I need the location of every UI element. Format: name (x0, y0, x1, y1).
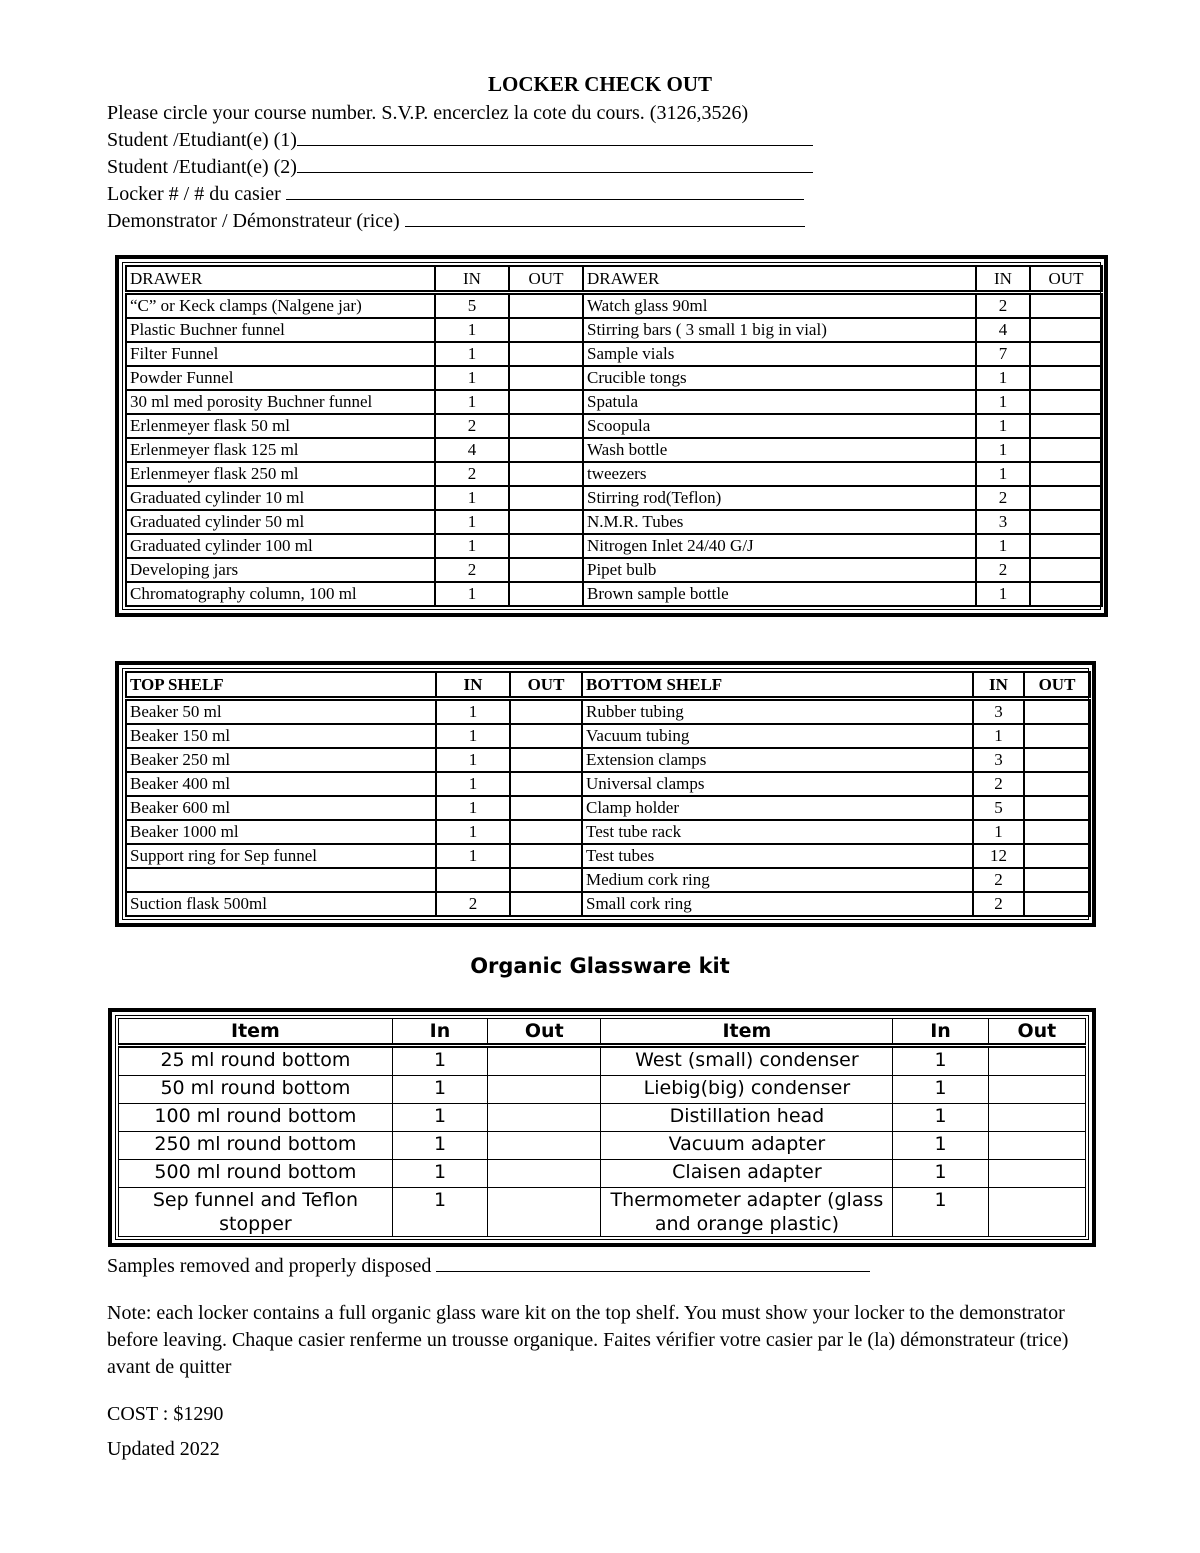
drawer-item-cell: Brown sample bottle (583, 582, 976, 606)
shelf-out-cell[interactable] (510, 748, 582, 772)
cost-text: COST : $1290 (107, 1403, 224, 1425)
drawer-item-cell: Wash bottle (583, 438, 976, 462)
locker-line (107, 181, 813, 208)
drawer-item-cell: N.M.R. Tubes (583, 510, 976, 534)
drawer-row (126, 414, 1102, 438)
kit-out-cell[interactable] (988, 1132, 1085, 1160)
drawer-table-frame (115, 255, 1108, 617)
kit-row (119, 1132, 1086, 1160)
shelf-in-cell: 1 (973, 820, 1024, 844)
drawer-item-cell: tweezers (583, 462, 976, 486)
drawer-in-cell: 5 (435, 293, 509, 319)
drawer-row (126, 366, 1102, 390)
shelf-in-cell: 3 (973, 699, 1024, 725)
drawer-row (126, 510, 1102, 534)
drawer-row (126, 486, 1102, 510)
drawer-out-cell[interactable] (509, 293, 583, 319)
demonstrator-label: Demonstrator / Démonstrateur (rice) (107, 210, 400, 232)
drawer-item-cell: 30 ml med porosity Buchner funnel (126, 390, 435, 414)
kit-in-cell: 1 (893, 1104, 988, 1132)
drawer-item-cell: Powder Funnel (126, 366, 435, 390)
drawer-item-cell: Watch glass 90ml (583, 293, 976, 319)
drawer-in-cell: 2 (976, 293, 1030, 319)
kit-header-cell: Item (119, 1019, 393, 1046)
kit-in-cell: Liebig(big) condenser (601, 1076, 893, 1104)
kit-in-cell: 100 ml round bottom (119, 1104, 393, 1132)
kit-in-cell: 1 (392, 1188, 487, 1237)
drawer-out-cell[interactable] (1030, 366, 1102, 390)
drawer-in-cell: 1 (976, 390, 1030, 414)
drawer-in-cell: 1 (435, 366, 509, 390)
drawer-in-cell: 1 (976, 414, 1030, 438)
shelf-item-cell: Clamp holder (582, 796, 973, 820)
kit-in-cell: 1 (893, 1188, 988, 1237)
drawer-item-cell: Sample vials (583, 342, 976, 366)
note-text: Note: each locker contains a full organic glass ware kit on the top shelf. You must show your locker to the demonstrator before leaving. Chaque casier renferme un trousse organique. Faites vérifier votre casier par le (la) démonstrateur (trice) avant de quitter (107, 1302, 1069, 1378)
drawer-in-cell: 1 (435, 534, 509, 558)
header-fields (107, 100, 813, 235)
shelf-out-cell[interactable] (510, 699, 582, 725)
shelf-out-cell[interactable] (1024, 772, 1090, 796)
shelf-out-cell[interactable] (1024, 796, 1090, 820)
shelf-table (125, 671, 1091, 917)
kit-row (119, 1160, 1086, 1188)
shelf-out-cell[interactable] (510, 844, 582, 868)
drawer-item-cell: Stirring rod(Teflon) (583, 486, 976, 510)
shelf-in-cell: 1 (436, 748, 510, 772)
shelf-header-cell: OUT (1024, 672, 1090, 699)
kit-out-cell[interactable] (488, 1046, 601, 1076)
shelf-item-cell: Beaker 1000 ml (126, 820, 436, 844)
kit-header-cell: Item (601, 1019, 893, 1046)
kit-out-cell[interactable] (988, 1076, 1085, 1104)
student2-label: Student /Etudiant(e) (2) (107, 156, 297, 178)
drawer-item-cell: Erlenmeyer flask 125 ml (126, 438, 435, 462)
drawer-in-cell: 2 (435, 462, 509, 486)
drawer-out-cell[interactable] (509, 534, 583, 558)
kit-header-cell: In (893, 1019, 988, 1046)
shelf-row (126, 868, 1090, 892)
drawer-in-cell: 2 (435, 558, 509, 582)
drawer-row (126, 558, 1102, 582)
course-instruction: Please circle your course number. S.V.P. encerclez la cote du cours. (3126,3526) (107, 102, 749, 124)
kit-header-cell: Out (488, 1019, 601, 1046)
document-title: LOCKER CHECK OUT (487, 72, 713, 96)
shelf-item-cell (126, 868, 436, 892)
drawer-item-cell: Filter Funnel (126, 342, 435, 366)
kit-in-cell: 50 ml round bottom (119, 1076, 393, 1104)
drawer-out-cell[interactable] (1030, 342, 1102, 366)
shelf-row (126, 844, 1090, 868)
locker-label: Locker # / # du casier (107, 183, 281, 205)
kit-out-cell[interactable] (488, 1076, 601, 1104)
kit-table (118, 1018, 1086, 1237)
drawer-row (126, 534, 1102, 558)
drawer-in-cell: 3 (976, 510, 1030, 534)
drawer-item-cell: Spatula (583, 390, 976, 414)
drawer-header-cell: IN (976, 266, 1030, 293)
shelf-item-cell: Test tubes (582, 844, 973, 868)
drawer-in-cell: 1 (435, 582, 509, 606)
student1-blank[interactable] (297, 127, 813, 146)
kit-in-cell: 25 ml round bottom (119, 1046, 393, 1076)
drawer-row (126, 582, 1102, 606)
drawer-item-cell: Nitrogen Inlet 24/40 G/J (583, 534, 976, 558)
kit-in-cell: Thermometer adapter (glass and orange plastic) (601, 1188, 893, 1237)
drawer-out-cell[interactable] (509, 342, 583, 366)
kit-out-cell[interactable] (488, 1160, 601, 1188)
kit-in-cell: Distillation head (601, 1104, 893, 1132)
shelf-in-cell: 2 (973, 868, 1024, 892)
shelf-out-cell[interactable] (510, 820, 582, 844)
drawer-item-cell: Graduated cylinder 10 ml (126, 486, 435, 510)
drawer-out-cell[interactable] (509, 390, 583, 414)
drawer-row (126, 318, 1102, 342)
kit-in-cell: 250 ml round bottom (119, 1132, 393, 1160)
updated-text: Updated 2022 (107, 1438, 220, 1460)
drawer-in-cell: 1 (976, 438, 1030, 462)
drawer-out-cell[interactable] (1030, 462, 1102, 486)
shelf-in-cell (436, 868, 510, 892)
drawer-out-cell[interactable] (509, 486, 583, 510)
shelf-row (126, 748, 1090, 772)
shelf-item-cell: Beaker 50 ml (126, 699, 436, 725)
shelf-in-cell: 5 (973, 796, 1024, 820)
drawer-in-cell: 1 (976, 366, 1030, 390)
kit-header-cell: Out (988, 1019, 1085, 1046)
kit-in-cell: 1 (392, 1046, 487, 1076)
drawer-header-cell: OUT (509, 266, 583, 293)
shelf-in-cell: 1 (436, 724, 510, 748)
drawer-out-cell[interactable] (509, 510, 583, 534)
kit-row (119, 1104, 1086, 1132)
drawer-out-cell[interactable] (1030, 438, 1102, 462)
drawer-out-cell[interactable] (1030, 558, 1102, 582)
drawer-item-cell: Graduated cylinder 100 ml (126, 534, 435, 558)
drawer-item-cell: Erlenmeyer flask 50 ml (126, 414, 435, 438)
shelf-item-cell: Universal clamps (582, 772, 973, 796)
drawer-row (126, 293, 1102, 319)
drawer-item-cell: Erlenmeyer flask 250 ml (126, 462, 435, 486)
drawer-out-cell[interactable] (509, 582, 583, 606)
shelf-header-cell: BOTTOM SHELF (582, 672, 973, 699)
kit-in-cell: Sep funnel and Teflon stopper (119, 1188, 393, 1237)
drawer-in-cell: 7 (976, 342, 1030, 366)
drawer-in-cell: 1 (435, 486, 509, 510)
kit-in-cell: 1 (392, 1132, 487, 1160)
drawer-in-cell: 2 (976, 558, 1030, 582)
drawer-header-cell: DRAWER (126, 266, 435, 293)
drawer-item-cell: Developing jars (126, 558, 435, 582)
drawer-out-cell[interactable] (1030, 510, 1102, 534)
kit-out-cell[interactable] (988, 1104, 1085, 1132)
kit-in-cell: 1 (392, 1076, 487, 1104)
kit-in-cell: Vacuum adapter (601, 1132, 893, 1160)
shelf-in-cell: 1 (973, 724, 1024, 748)
drawer-item-cell: Plastic Buchner funnel (126, 318, 435, 342)
drawer-in-cell: 4 (976, 318, 1030, 342)
kit-in-cell: West (small) condenser (601, 1046, 893, 1076)
shelf-item-cell: Medium cork ring (582, 868, 973, 892)
drawer-item-cell: “C” or Keck clamps (Nalgene jar) (126, 293, 435, 319)
shelf-row (126, 892, 1090, 916)
drawer-row (126, 390, 1102, 414)
drawer-row (126, 438, 1102, 462)
shelf-item-cell: Rubber tubing (582, 699, 973, 725)
drawer-item-cell: Crucible tongs (583, 366, 976, 390)
kit-out-cell[interactable] (488, 1132, 601, 1160)
drawer-out-cell[interactable] (1030, 486, 1102, 510)
shelf-row (126, 724, 1090, 748)
shelf-out-cell[interactable] (510, 892, 582, 916)
drawer-in-cell: 1 (435, 390, 509, 414)
kit-in-cell: 1 (893, 1160, 988, 1188)
drawer-in-cell: 1 (976, 534, 1030, 558)
drawer-item-cell: Chromatography column, 100 ml (126, 582, 435, 606)
drawer-out-cell[interactable] (509, 366, 583, 390)
shelf-out-cell[interactable] (510, 724, 582, 748)
drawer-row (126, 462, 1102, 486)
shelf-out-cell[interactable] (1024, 724, 1090, 748)
kit-title: Organic Glassware kit (470, 954, 730, 978)
demonstrator-line (107, 208, 813, 235)
shelf-out-cell[interactable] (510, 772, 582, 796)
drawer-out-cell[interactable] (509, 438, 583, 462)
kit-in-cell: 1 (392, 1104, 487, 1132)
kit-header-cell: In (392, 1019, 487, 1046)
drawer-in-cell: 2 (976, 486, 1030, 510)
drawer-in-cell: 4 (435, 438, 509, 462)
shelf-row (126, 699, 1090, 725)
drawer-in-cell: 1 (976, 582, 1030, 606)
kit-in-cell: 500 ml round bottom (119, 1160, 393, 1188)
kit-in-cell: Claisen adapter (601, 1160, 893, 1188)
kit-row (119, 1076, 1086, 1104)
shelf-in-cell: 1 (436, 820, 510, 844)
samples-label: Samples removed and properly disposed (107, 1255, 432, 1277)
shelf-in-cell: 1 (436, 844, 510, 868)
shelf-item-cell: Beaker 600 ml (126, 796, 436, 820)
shelf-in-cell: 2 (436, 892, 510, 916)
kit-in-cell: 1 (392, 1160, 487, 1188)
shelf-out-cell[interactable] (1024, 844, 1090, 868)
shelf-header-row (126, 672, 1090, 699)
shelf-in-cell: 1 (436, 699, 510, 725)
student2-blank[interactable] (297, 154, 813, 173)
drawer-in-cell: 1 (435, 510, 509, 534)
drawer-header-cell: IN (435, 266, 509, 293)
shelf-out-cell[interactable] (1024, 699, 1090, 725)
shelf-row (126, 820, 1090, 844)
drawer-table (125, 265, 1103, 607)
student2-line (107, 154, 813, 181)
drawer-out-cell[interactable] (1030, 390, 1102, 414)
shelf-item-cell: Beaker 150 ml (126, 724, 436, 748)
shelf-out-cell[interactable] (510, 796, 582, 820)
shelf-item-cell: Beaker 250 ml (126, 748, 436, 772)
shelf-in-cell: 2 (973, 772, 1024, 796)
kit-in-cell: 1 (893, 1132, 988, 1160)
kit-row (119, 1188, 1086, 1237)
drawer-out-cell[interactable] (1030, 534, 1102, 558)
kit-out-cell[interactable] (488, 1188, 601, 1237)
drawer-in-cell: 1 (976, 462, 1030, 486)
shelf-table-frame (115, 661, 1096, 927)
kit-out-cell[interactable] (988, 1046, 1085, 1076)
footer (107, 1253, 1097, 1463)
drawer-out-cell[interactable] (509, 462, 583, 486)
student1-label: Student /Etudiant(e) (1) (107, 129, 297, 151)
drawer-in-cell: 1 (435, 342, 509, 366)
kit-out-cell[interactable] (988, 1160, 1085, 1188)
shelf-row (126, 796, 1090, 820)
kit-row (119, 1046, 1086, 1076)
shelf-row (126, 772, 1090, 796)
drawer-out-cell[interactable] (1030, 318, 1102, 342)
drawer-item-cell: Stirring bars ( 3 small 1 big in vial) (583, 318, 976, 342)
shelf-out-cell[interactable] (1024, 892, 1090, 916)
kit-in-cell: 1 (893, 1046, 988, 1076)
locker-blank[interactable] (286, 181, 804, 200)
kit-table-frame (108, 1008, 1096, 1247)
shelf-in-cell: 1 (436, 772, 510, 796)
shelf-item-cell: Small cork ring (582, 892, 973, 916)
drawer-row (126, 342, 1102, 366)
demonstrator-blank[interactable] (405, 208, 805, 227)
shelf-in-cell: 3 (973, 748, 1024, 772)
shelf-item-cell: Vacuum tubing (582, 724, 973, 748)
drawer-item-cell: Graduated cylinder 50 ml (126, 510, 435, 534)
samples-line (107, 1253, 1097, 1280)
shelf-out-cell[interactable] (1024, 868, 1090, 892)
drawer-out-cell[interactable] (509, 558, 583, 582)
drawer-out-cell[interactable] (1030, 414, 1102, 438)
shelf-out-cell[interactable] (1024, 820, 1090, 844)
shelf-in-cell: 1 (436, 796, 510, 820)
shelf-out-cell[interactable] (510, 868, 582, 892)
shelf-item-cell: Beaker 400 ml (126, 772, 436, 796)
drawer-header-row (126, 266, 1102, 293)
drawer-in-cell: 1 (435, 318, 509, 342)
shelf-header-cell: IN (436, 672, 510, 699)
shelf-item-cell: Suction flask 500ml (126, 892, 436, 916)
shelf-header-cell: OUT (510, 672, 582, 699)
drawer-out-cell[interactable] (509, 318, 583, 342)
drawer-header-cell: DRAWER (583, 266, 976, 293)
shelf-in-cell: 2 (973, 892, 1024, 916)
shelf-item-cell: Support ring for Sep funnel (126, 844, 436, 868)
kit-in-cell: 1 (893, 1076, 988, 1104)
shelf-item-cell: Extension clamps (582, 748, 973, 772)
shelf-header-cell: IN (973, 672, 1024, 699)
drawer-out-cell[interactable] (1030, 293, 1102, 319)
shelf-out-cell[interactable] (1024, 748, 1090, 772)
kit-out-cell[interactable] (988, 1188, 1085, 1237)
drawer-item-cell: Pipet bulb (583, 558, 976, 582)
student1-line (107, 127, 813, 154)
drawer-out-cell[interactable] (509, 414, 583, 438)
shelf-header-cell: TOP SHELF (126, 672, 436, 699)
shelf-in-cell: 12 (973, 844, 1024, 868)
drawer-header-cell: OUT (1030, 266, 1102, 293)
drawer-in-cell: 2 (435, 414, 509, 438)
samples-blank[interactable] (436, 1253, 870, 1272)
drawer-out-cell[interactable] (1030, 582, 1102, 606)
kit-header-row (119, 1019, 1086, 1046)
shelf-item-cell: Test tube rack (582, 820, 973, 844)
kit-out-cell[interactable] (488, 1104, 601, 1132)
drawer-item-cell: Scoopula (583, 414, 976, 438)
